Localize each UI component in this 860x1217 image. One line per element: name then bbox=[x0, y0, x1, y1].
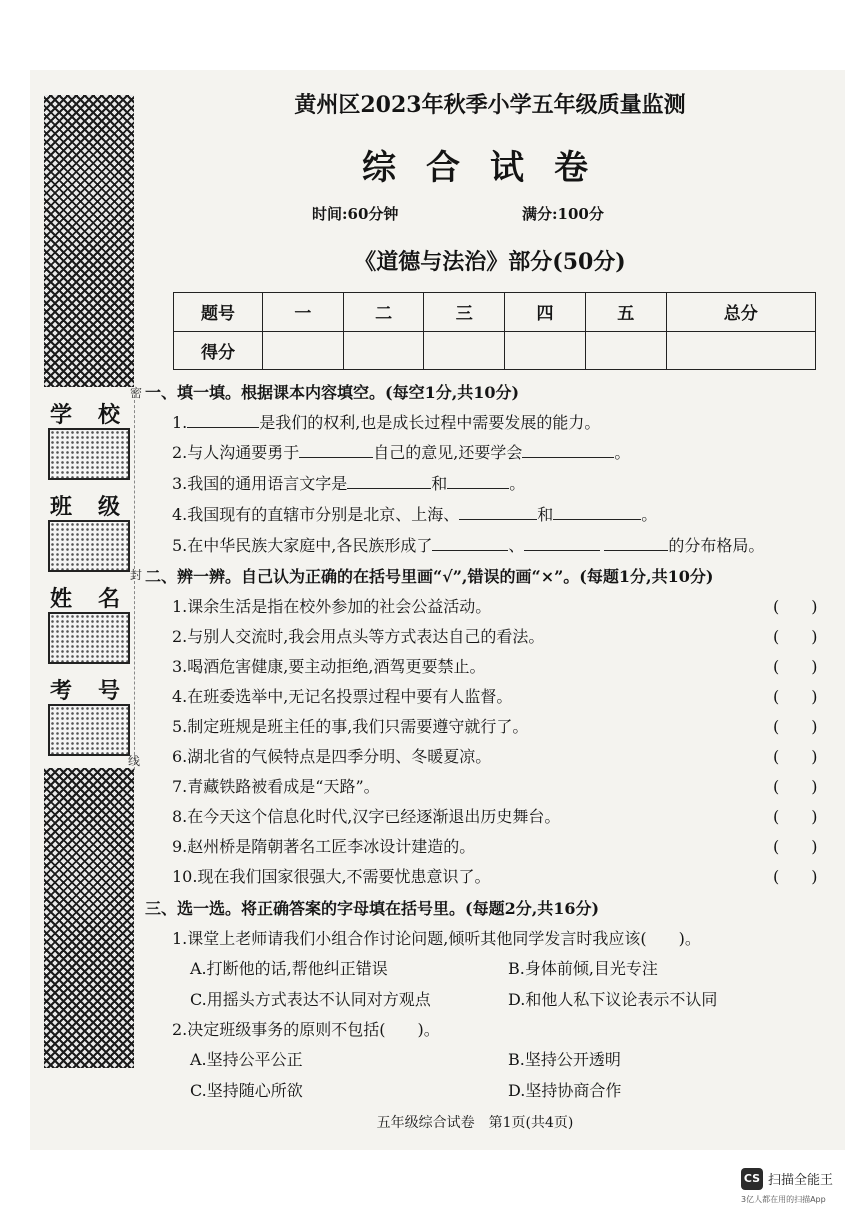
blank-5-1[interactable] bbox=[432, 536, 508, 551]
choice-q1-option-b[interactable]: B.身体前倾,目光专注 bbox=[508, 959, 658, 978]
blank-3-2[interactable] bbox=[447, 474, 509, 489]
fill-item-2-post: 。 bbox=[614, 443, 631, 462]
blank-4-1[interactable] bbox=[459, 505, 537, 520]
fill-item-1-post: 是我们的权利,也是成长过程中需要发展的能力。 bbox=[259, 413, 601, 432]
side-label-name: 姓名 bbox=[50, 586, 147, 612]
fill-item-2 bbox=[172, 440, 630, 463]
fill-item-1 bbox=[172, 410, 600, 433]
score-input-5[interactable] bbox=[585, 331, 666, 370]
blank-1-1[interactable] bbox=[187, 413, 259, 428]
choice-q1: 1.课堂上老师请我们小组合作讨论问题,倾听其他同学发言时我应该( )。 bbox=[172, 929, 701, 948]
blank-2-1[interactable] bbox=[299, 443, 373, 458]
score-cell-5: 五 bbox=[585, 293, 666, 332]
blank-3-1[interactable] bbox=[347, 474, 431, 489]
side-label-class: 班级 bbox=[50, 494, 147, 520]
judge-item-4: 4.在班委选举中,无记名投票过程中要有人监督。 bbox=[172, 687, 513, 706]
school-box bbox=[48, 428, 130, 480]
judge-item-7: 7.青藏铁路被看成是“天路”。 bbox=[172, 777, 380, 796]
choice-q2-option-d[interactable]: D.坚持协商合作 bbox=[508, 1081, 622, 1100]
fill-item-4-post: 。 bbox=[641, 505, 658, 524]
fill-item-3-mid: 和 bbox=[431, 474, 448, 493]
judge-answer-2[interactable]: ( ) bbox=[773, 627, 818, 646]
score-table bbox=[173, 292, 816, 370]
camscanner-name: 扫描全能王 bbox=[768, 1173, 834, 1188]
score-input-1[interactable] bbox=[263, 331, 344, 370]
judge-item-3: 3.喝酒危害健康,要主动拒绝,酒驾更要禁止。 bbox=[172, 657, 486, 676]
choice-q2: 2.决定班级事务的原则不包括( )。 bbox=[172, 1020, 440, 1039]
choice-q2-option-c[interactable]: C.坚持随心所欲 bbox=[190, 1081, 303, 1100]
side-label-number: 考号 bbox=[50, 678, 147, 704]
side-label-school: 学校 bbox=[50, 402, 147, 428]
score-table-score-row bbox=[174, 331, 816, 370]
judge-answer-8[interactable]: ( ) bbox=[773, 807, 818, 826]
choice-q1-option-a[interactable]: A.打断他的话,帮他纠正错误 bbox=[190, 959, 388, 978]
fill-item-3-pre: 3.我国的通用语言文字是 bbox=[172, 474, 348, 493]
side-pattern-bottom bbox=[44, 768, 134, 1068]
fill-item-2-pre: 2.与人沟通要勇于 bbox=[172, 443, 300, 462]
class-box bbox=[48, 520, 130, 572]
fill-item-4-pre: 4.我国现有的直辖市分别是北京、上海、 bbox=[172, 505, 460, 524]
score-cell-2: 二 bbox=[343, 293, 424, 332]
fill-item-4 bbox=[172, 502, 657, 525]
score-table-header-row bbox=[174, 293, 816, 332]
judge-item-6: 6.湖北省的气候特点是四季分明、冬暖夏凉。 bbox=[172, 747, 492, 766]
choice-q2-option-a[interactable]: A.坚持公平公正 bbox=[190, 1050, 303, 1069]
score-input-3[interactable] bbox=[424, 331, 505, 370]
judge-answer-6[interactable]: ( ) bbox=[773, 747, 818, 766]
judge-answer-1[interactable]: ( ) bbox=[773, 597, 818, 616]
exam-subtitle: 综合试卷 bbox=[362, 148, 618, 188]
fill-item-5-mid: 、 bbox=[508, 536, 525, 555]
camscanner-logo-icon: CS bbox=[741, 1168, 763, 1190]
score-cell-4: 四 bbox=[505, 293, 586, 332]
judge-answer-10[interactable]: ( ) bbox=[773, 867, 818, 886]
choice-q1-option-c[interactable]: C.用摇头方式表达不认同对方观点 bbox=[190, 990, 431, 1009]
exam-full-score: 满分:100分 bbox=[522, 205, 604, 223]
score-cell-3: 三 bbox=[424, 293, 505, 332]
score-cell-1: 一 bbox=[263, 293, 344, 332]
section1-title: 一、填一填。根据课本内容填空。(每空1分,共10分) bbox=[145, 383, 520, 402]
fill-item-5-pre: 5.在中华民族大家庭中,各民族形成了 bbox=[172, 536, 433, 555]
exam-time: 时间:60分钟 bbox=[312, 205, 399, 223]
judge-item-1: 1.课余生活是指在校外参加的社会公益活动。 bbox=[172, 597, 492, 616]
blank-4-2[interactable] bbox=[553, 505, 641, 520]
camscanner-tagline: 3亿人都在用的扫描App bbox=[741, 1195, 826, 1204]
score-cell-label: 题号 bbox=[174, 293, 263, 332]
section3-title: 三、选一选。将正确答案的字母填在括号里。(每题2分,共16分) bbox=[145, 899, 600, 918]
judge-answer-4[interactable]: ( ) bbox=[773, 687, 818, 706]
judge-answer-7[interactable]: ( ) bbox=[773, 777, 818, 796]
number-box bbox=[48, 704, 130, 756]
judge-item-10: 10.现在我们国家很强大,不需要忧患意识了。 bbox=[172, 867, 491, 886]
exam-title: 黄州区2023年秋季小学五年级质量监测 bbox=[294, 92, 686, 118]
seal-char-2: 封 bbox=[130, 568, 143, 582]
part-title: 《道德与法治》部分(50分) bbox=[354, 249, 626, 275]
section2-title: 二、辨一辨。自己认为正确的在括号里画“√”,错误的画“×”。(每题1分,共10分) bbox=[145, 567, 714, 586]
judge-answer-3[interactable]: ( ) bbox=[773, 657, 818, 676]
judge-answer-5[interactable]: ( ) bbox=[773, 717, 818, 736]
choice-q1-option-d[interactable]: D.和他人私下议论表示不认同 bbox=[508, 990, 718, 1009]
blank-5-3[interactable] bbox=[604, 536, 668, 551]
choice-q2-option-b[interactable]: B.坚持公开透明 bbox=[508, 1050, 621, 1069]
score-input-4[interactable] bbox=[505, 331, 586, 370]
judge-item-5: 5.制定班规是班主任的事,我们只需要遵守就行了。 bbox=[172, 717, 529, 736]
fill-item-1-pre: 1. bbox=[172, 413, 188, 432]
fill-item-3 bbox=[172, 471, 525, 494]
judge-item-8: 8.在今天这个信息化时代,汉字已经逐渐退出历史舞台。 bbox=[172, 807, 561, 826]
fill-item-4-mid: 和 bbox=[537, 505, 554, 524]
score-input-2[interactable] bbox=[343, 331, 424, 370]
fill-item-5-post: 的分布格局。 bbox=[668, 536, 765, 555]
fill-item-3-post: 。 bbox=[509, 474, 526, 493]
name-box bbox=[48, 612, 130, 664]
fill-item-2-mid: 自己的意见,还要学会 bbox=[373, 443, 523, 462]
blank-2-2[interactable] bbox=[522, 443, 614, 458]
seal-char-3: 线 bbox=[128, 754, 141, 768]
score-cell-total: 总分 bbox=[666, 293, 815, 332]
judge-item-2: 2.与别人交流时,我会用点头等方式表达自己的看法。 bbox=[172, 627, 545, 646]
blank-5-2[interactable] bbox=[524, 536, 600, 551]
seal-char-1: 密 bbox=[130, 386, 143, 400]
score-input-total[interactable] bbox=[666, 331, 815, 370]
side-pattern-top bbox=[44, 95, 134, 387]
score-row-label: 得分 bbox=[174, 331, 263, 370]
judge-answer-9[interactable]: ( ) bbox=[773, 837, 818, 856]
page-footer: 五年级综合试卷 第1页(共4页) bbox=[376, 1115, 574, 1131]
judge-item-9: 9.赵州桥是隋朝著名工匠李冰设计建造的。 bbox=[172, 837, 476, 856]
fill-item-5 bbox=[172, 533, 764, 556]
